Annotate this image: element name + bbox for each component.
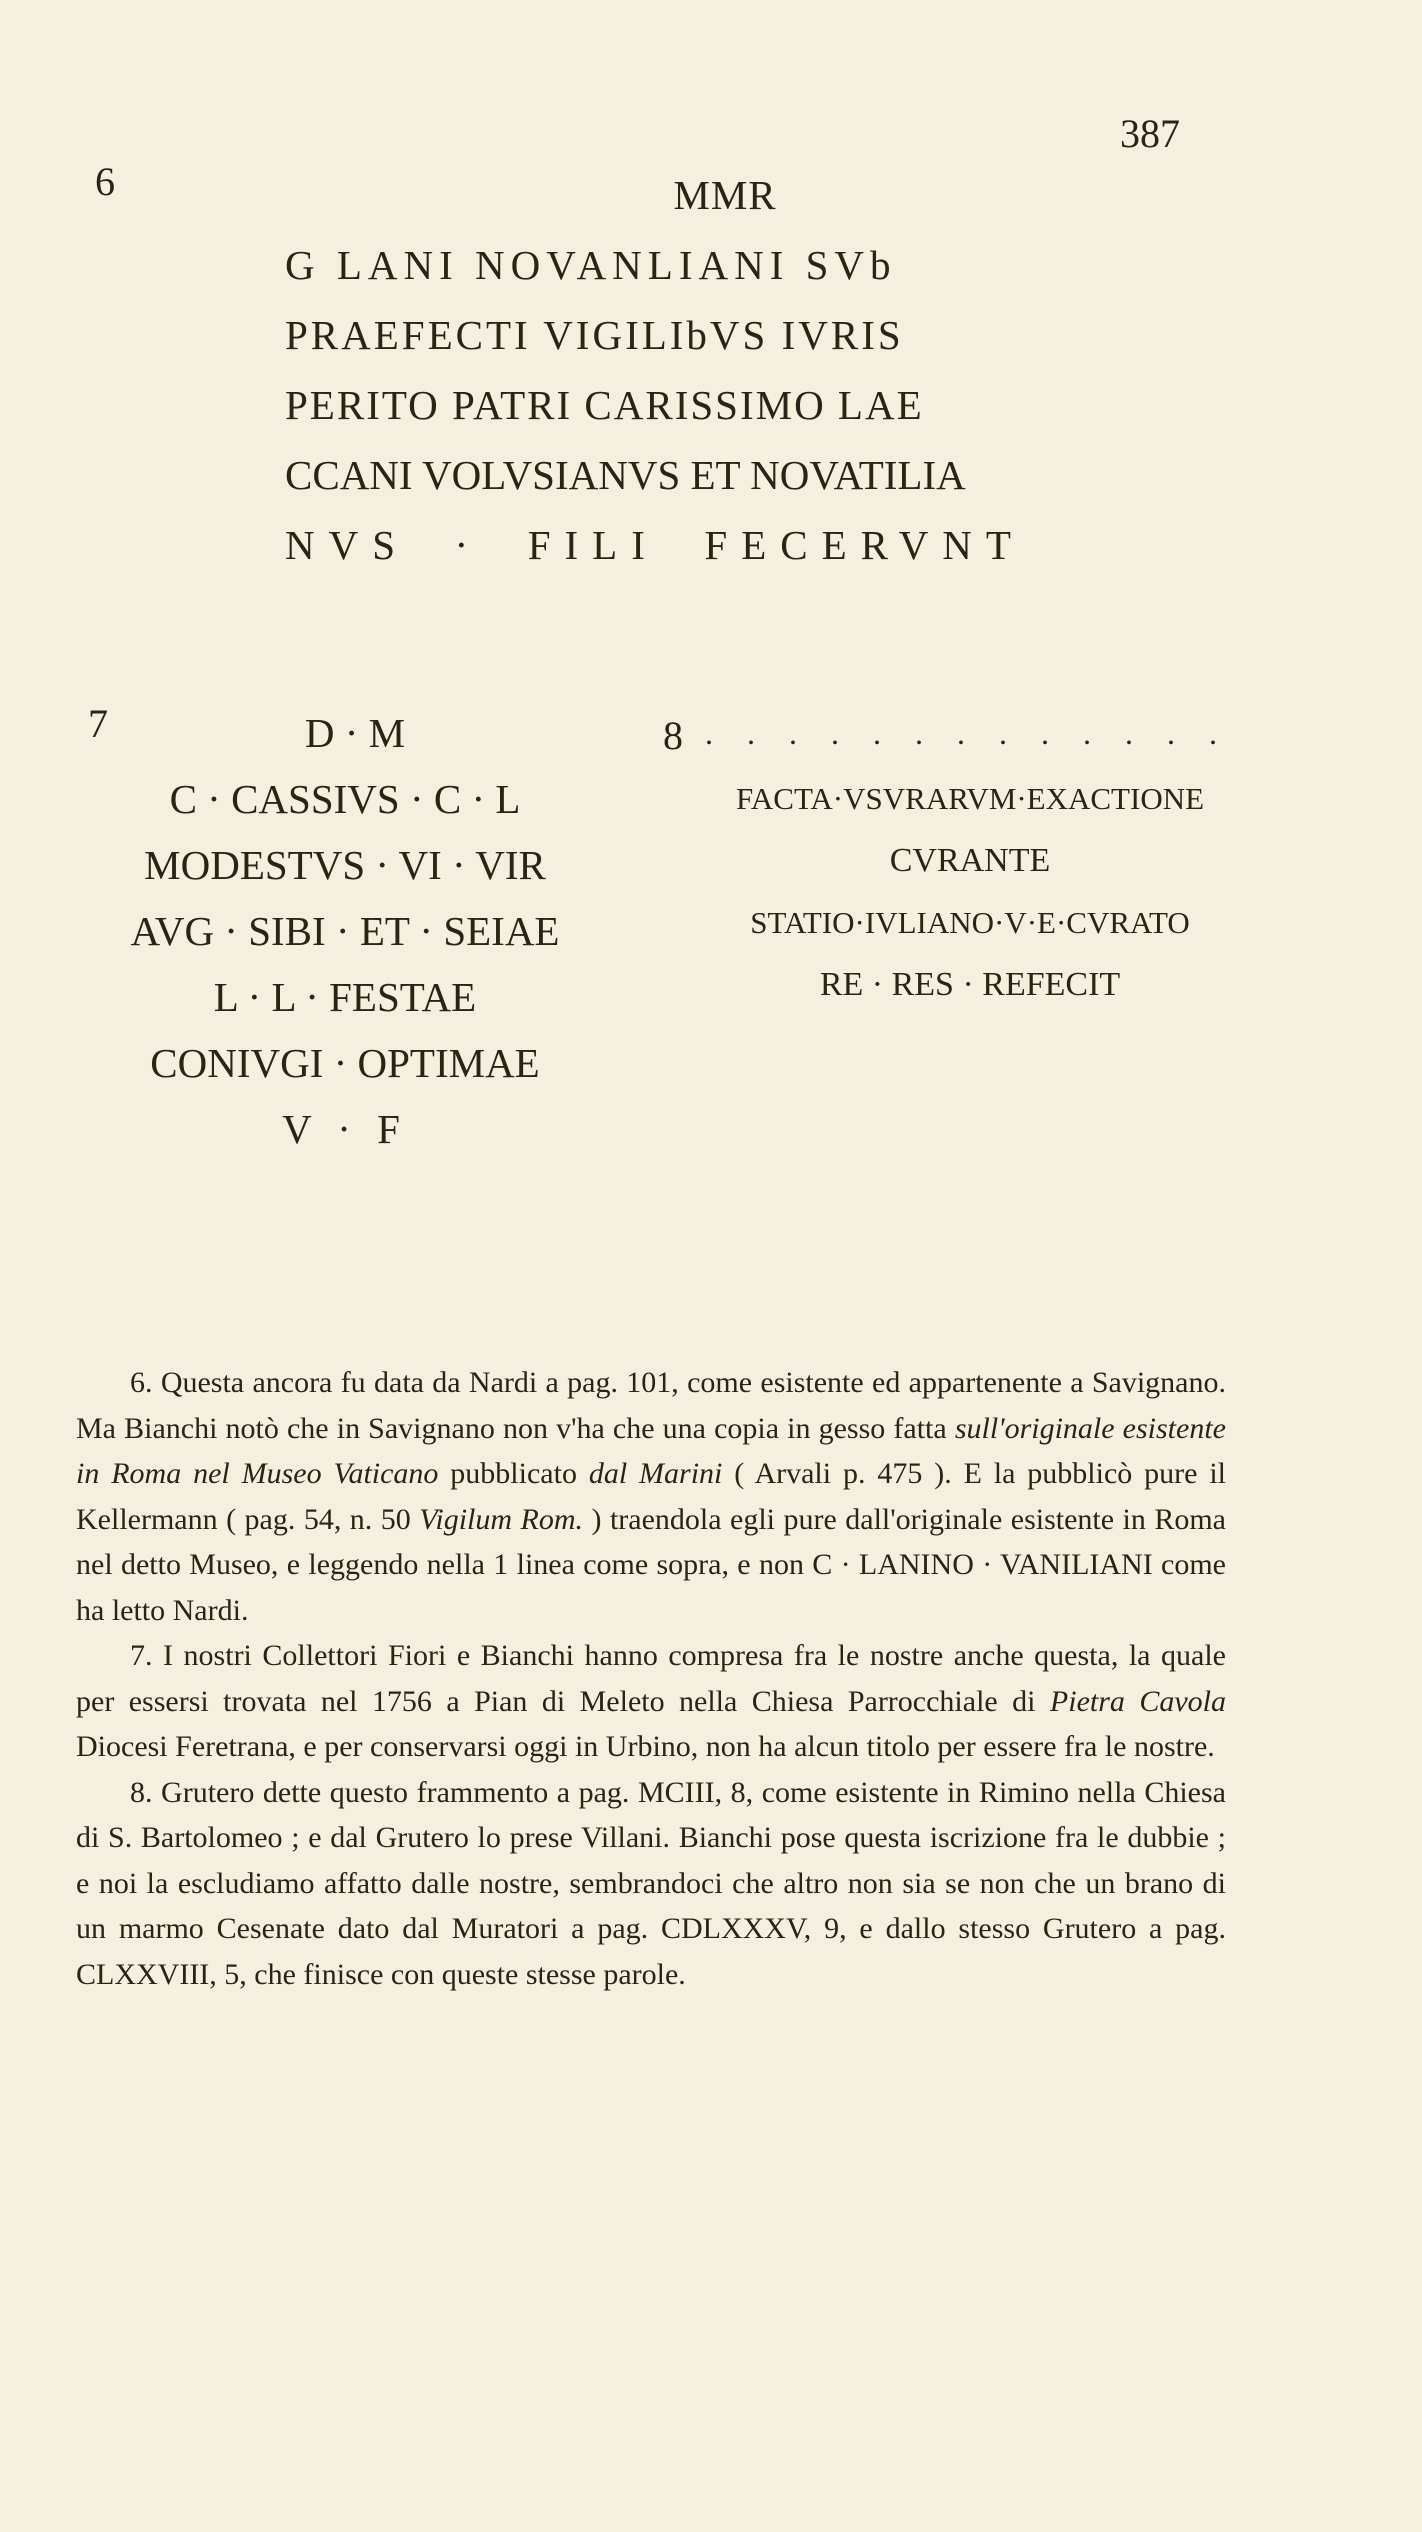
page-number: 387 [1120, 111, 1180, 156]
inscription-8-line: CVRANTE [889, 842, 1051, 879]
note-text: ) traendola egli pure dall'originale esistente in Roma nel detto Museo, e leggendo nella 1 linea come sopra, e non C · LANINO · VANILIANI come ha letto Nardi. [76, 1502, 1226, 1627]
inscription-6-number: 6 [95, 159, 115, 204]
note-italic: sull'originale esistente in Roma nel Museo Vaticano [76, 1411, 1226, 1490]
inscription-7-line: CONIVGI · OPTIMAE [150, 1040, 540, 1086]
inscription-8-number: 8 [663, 713, 683, 758]
note-text: Diocesi Feretrana, e per conservarsi oggi in Urbino, non ha alcun titolo per essere fra le nostre. [76, 1730, 1215, 1763]
inscription-6-line: G LANI NOVANLIANI SVb [285, 242, 897, 288]
note-7 [76, 1633, 1226, 1770]
note-italic: Vigilum Rom. [419, 1502, 583, 1536]
inscription-8-dots: . . . . . . . . . . . . . [705, 715, 1230, 751]
inscription-6-heading: MMR [673, 172, 777, 218]
inscription-8-line: FACTA·VSVRARVM·EXACTIONE [735, 781, 1205, 816]
inscription-8-line: RE · RES · REFECIT [819, 966, 1121, 1003]
inscription-6-word: · [454, 522, 483, 568]
inscription-7-line: MODESTVS · VI · VIR [144, 842, 546, 888]
inscription-7 [90, 700, 600, 1162]
note-italic: dal Marini [588, 1457, 723, 1490]
note-text: ( Arvali p. 475 ). E la pubblicò pure il Kellermann ( pag. 54, n. 50 [76, 1457, 1226, 1536]
inscription-6-line: CCANI VOLVSIANVS ET NOVATILIA [285, 452, 966, 498]
note-text: 6. Questa ancora fu data da Nardi a pag. 101, come esistente ed appartenente a Savignano. Ma Bianchi notò che in Savignano non v'ha che una copia in gesso fatta [76, 1366, 1226, 1445]
note-6 [76, 1360, 1226, 1633]
inscription-6-last-line [285, 510, 1025, 580]
inscription-7-line: AVG · SIBI · ET · SEIAE [130, 908, 560, 954]
note-italic: Pietra Cavola [1049, 1684, 1226, 1718]
inscription-6-line: PRAEFECTI VIGILIbVS IVRIS [285, 312, 904, 358]
inscription-6-line: PERITO PATRI CARISSIMO LAE [285, 382, 924, 428]
inscription-6 [285, 160, 1085, 580]
inscription-6-word: NVS [285, 522, 410, 568]
inscription-7-line: C · CASSIVS · C · L [169, 776, 521, 822]
inscription-6-word: FILI [527, 522, 659, 568]
inscription-7-line: D · M [304, 710, 406, 756]
note-text: pubblicato [438, 1457, 589, 1490]
commentary [76, 1360, 1226, 1997]
inscription-6-word: FECERVNT [704, 522, 1025, 568]
inscription-8-line: STATIO·IVLIANO·V·E·CVRATO [750, 905, 1190, 940]
note-8: 8. Grutero dette questo frammento a pag. MCIII, 8, come esistente in Rimino nella Chiesa di S. Bartolomeo ; e dal Grutero lo prese Villani. Bianchi pose questa iscrizione fra le dubbie ; e noi la escludiamo affatto dalle nostre, sembrandoci che altro non sia se non che un brano di un marmo Cesenate dato dal Muratori a pag. CDLXXXV, 9, e dallo stesso Grutero a pag. CLXXVIII, 5, che finisce con queste stesse parole. [76, 1775, 1226, 1991]
inscription-7-line: L · L · FESTAE [213, 974, 477, 1020]
inscription-7-line: V · F [282, 1106, 408, 1152]
inscription-8 [690, 715, 1250, 1016]
note-text: 7. I nostri Collettori Fiori e Bianchi hanno compresa fra le nostre anche questa, la quale per essersi trovata nel 1756 a Pian di Meleto nella Chiesa Parrocchiale di [76, 1639, 1226, 1718]
inscription-7-number: 7 [88, 701, 108, 746]
